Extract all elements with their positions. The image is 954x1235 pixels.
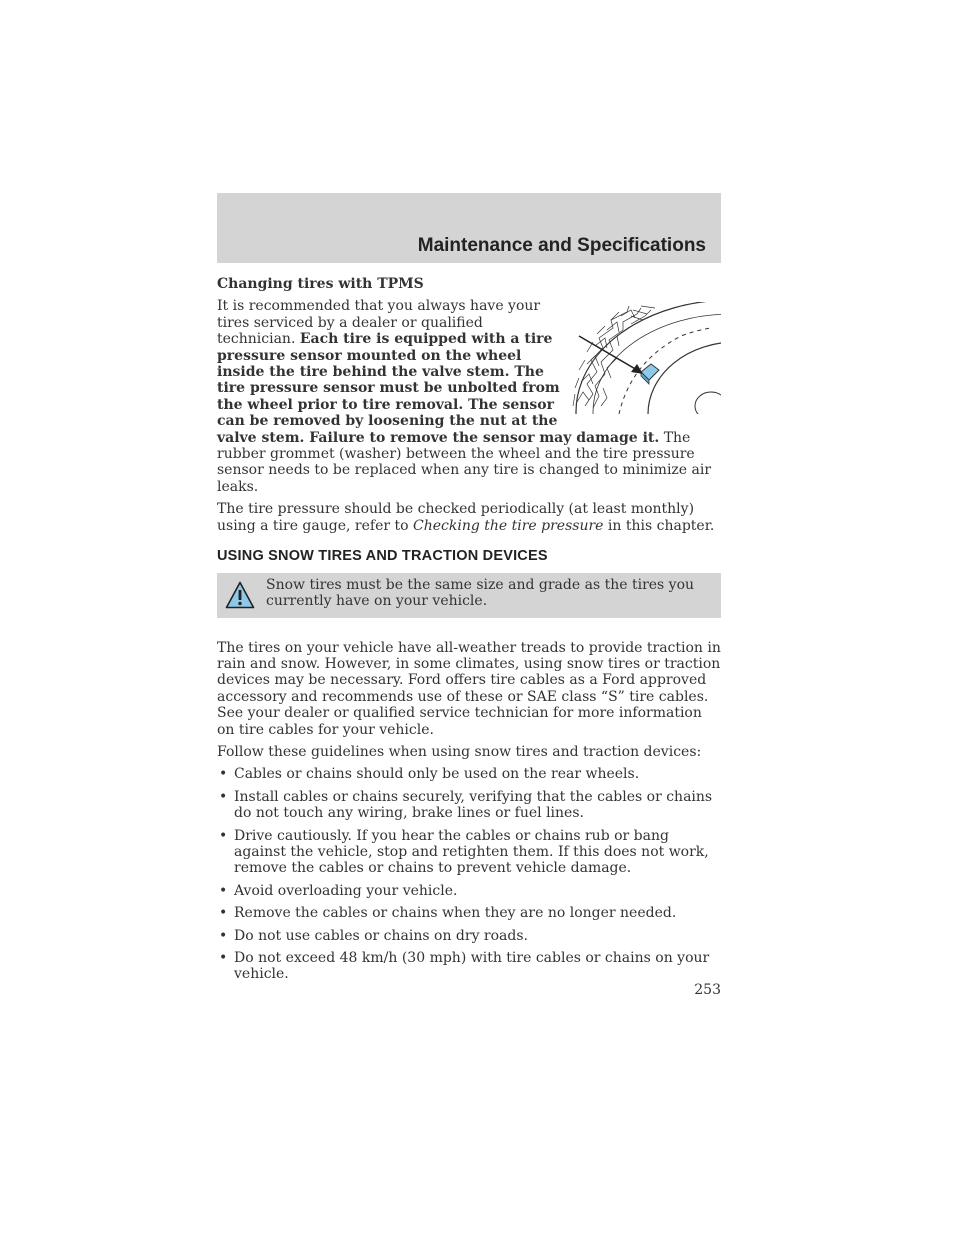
list-item: • Install cables or chains securely, verifying that the cables or chains do not touch any wiring, brake lines or fuel lines. (217, 789, 721, 822)
tpms-paragraph-1: It is recommended that you always have your tires serviced by a dealer or qualified technician. Each tire is equipped with a tire pressure sensor mounted on the wheel inside the tire behind the valve stem. The tire pressure sensor must be unbolted from the wheel prior to tire removal. The sensor can be removed by loosening the nut at the valve stem. Failure to remove the sensor may damage it. The rubber grommet (washer) between the wheel and the tire pressure sensor needs to be replaced when any tire is changed to minimize air leaks. (217, 298, 712, 495)
snow-paragraph-1: The tires on your vehicle have all-weather treads to provide traction in rain and snow. However, in some climates, using snow tires or traction devices may be necessary. Ford offers tire cables as a Ford approved accessory and recommends use of these or SAE class “S” tire cables. See your dealer or qualified service technician for more information on tire cables for your vehicle. (217, 639, 721, 738)
section-header-band (217, 193, 721, 263)
guidelines-list (217, 766, 721, 982)
list-item: • Do not exceed 48 km/h (30 mph) with tire cables or chains on your vehicle. (217, 950, 721, 983)
page-number: 253 (694, 982, 721, 998)
warning-text: Snow tires must be the same size and grade as the tires you currently have on your vehicle. (266, 576, 695, 609)
tpms-heading: Changing tires with TPMS (217, 276, 424, 292)
tire-sensor-illustration (571, 302, 721, 420)
tpms-paragraph-2: The tire pressure should be checked periodically (at least monthly) using a tire gauge, refer to Checking the tire pressure in this chapter. (217, 501, 715, 534)
warning-box (217, 573, 721, 618)
warning-triangle-icon (225, 581, 255, 609)
list-item: • Remove the cables or chains when they are no longer needed. (217, 905, 721, 921)
list-item: • Cables or chains should only be used on the rear wheels. (217, 766, 721, 782)
section-title: Maintenance and Specifications (417, 235, 706, 256)
snow-tires-heading: USING SNOW TIRES AND TRACTION DEVICES (217, 548, 548, 565)
tire-pressure-sensor-icon (641, 364, 659, 384)
page-content (217, 276, 721, 989)
list-item: • Avoid overloading your vehicle. (217, 883, 721, 899)
list-item: • Do not use cables or chains on dry roads. (217, 928, 721, 944)
tpms-intro (217, 298, 721, 495)
snow-paragraph-2: Follow these guidelines when using snow tires and traction devices: (217, 743, 702, 760)
list-item: • Drive cautiously. If you hear the cables or chains rub or bang against the vehicle, stop and retighten them. If this does not work, remove the cables or chains to prevent vehicle damage. (217, 828, 721, 877)
